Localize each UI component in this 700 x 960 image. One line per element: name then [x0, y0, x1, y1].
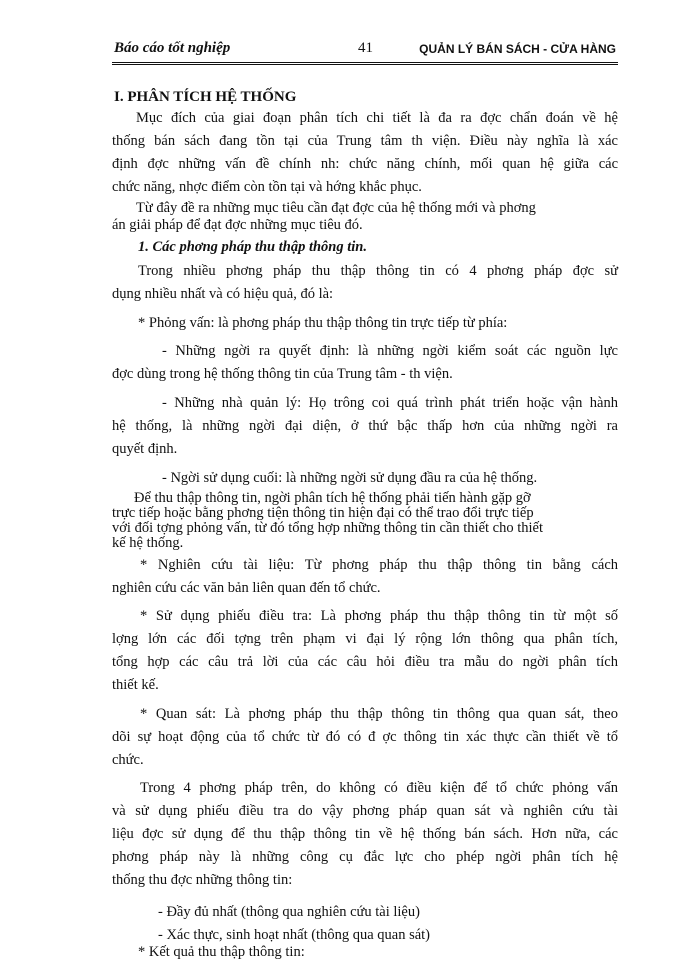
paragraph-line: tổng hợp các câu trả lời của các câu hỏi điều tra mẫu do ngời phân tích	[112, 654, 618, 670]
paragraph-line: thống bán sách đang tồn tại của Trung tâm th viện. Điều này nghĩa là xác	[112, 133, 618, 149]
paragraph-line: dụng nhiều nhất và có hiệu quả, đó là:	[112, 286, 334, 302]
paragraph-line: và sử dụng phiếu điều tra do vậy phơng pháp quan sát và nghiên cứu tài	[112, 803, 618, 819]
paragraph-line: chức.	[112, 752, 144, 768]
paragraph-line: thống thu đợc những thông tin:	[112, 872, 293, 888]
paragraph-line: với đối tợng phỏng vấn, từ đó tổng hợp những thông tin cần thiết cho thiết	[112, 520, 543, 536]
bullet-line: * Quan sát: Là phơng pháp thu thập thông tin thông qua quan sát, theo	[140, 706, 618, 722]
paragraph-line: - Ngời sử dụng cuối: là những ngời sử dụng đầu ra của hệ thống.	[162, 470, 538, 486]
paragraph-line: án giải pháp để đạt đợc những mục tiêu đó.	[112, 217, 363, 233]
paragraph-line: thiết kế.	[112, 677, 159, 693]
paragraph-line: chức năng, nhợc điểm còn tồn tại và hớng khắc phục.	[112, 179, 422, 195]
paragraph-line: dõi sự hoạt động của tổ chức từ đó có đ ợc thông tin xác thực cần thiết về tổ	[112, 729, 618, 745]
paragraph-line: trực tiếp hoặc bằng phơng tiện thông tin hiện đại có thể trao đổi trực tiếp	[112, 505, 534, 521]
paragraph-line: phơng pháp này là những công cụ đắc lực cho phép ngời phân tích hệ	[112, 849, 618, 865]
paragraph-line: hệ thống, là những ngời đại diện, ở thứ bậc thấp hơn của những ngời ra	[112, 418, 618, 434]
paragraph-line: - Những ngời ra quyết định: là những ngời kiểm soát các nguồn lực	[162, 343, 618, 359]
list-item: - Đầy đủ nhất (thông qua nghiên cứu tài liệu)	[158, 904, 420, 920]
paragraph-line: Để thu thập thông tin, ngời phân tích hệ thống phải tiến hành gặp gỡ	[134, 490, 531, 506]
paragraph-line: nghiên cứu các văn bản liên quan đến tổ chức.	[112, 580, 381, 596]
header-page-number: 41	[358, 40, 373, 56]
bullet-line: * Kết quả thu thập thông tin:	[138, 944, 305, 960]
paragraph-line: lợng lớn các đối tợng trên phạm vi đại lý rộng lớn thông qua phân tích,	[112, 631, 618, 647]
header-project-title: QUẢN LÝ BÁN SÁCH - CỬA HÀNG	[419, 42, 616, 56]
paragraph-line: liệu đợc sử dụng để thu thập thông tin về hệ thống bán sách. Hơn nữa, các	[112, 826, 618, 842]
paragraph-line: Từ đây đề ra những mục tiêu cần đạt đợc của hệ thống mới và phơng	[136, 200, 536, 216]
section-title: I. PHÂN TÍCH HỆ THỐNG	[114, 89, 297, 105]
subsection-title: 1. Các phơng pháp thu thập thông tin.	[138, 239, 367, 255]
paragraph-line: định đợc những vấn đề chính nh: chức năng chính, mối quan hệ giữa các	[112, 156, 618, 172]
page-header	[112, 36, 618, 65]
bullet-line: * Phỏng vấn: là phơng pháp thu thập thông tin trực tiếp từ phía:	[138, 315, 508, 331]
paragraph-line: - Những nhà quản lý: Họ trông coi quá trình phát triển hoặc vận hành	[162, 395, 618, 411]
bullet-line: * Nghiên cứu tài liệu: Từ phơng pháp thu thập thông tin bằng cách	[140, 557, 618, 573]
paragraph-line: Trong 4 phơng pháp trên, do không có điều kiện để tổ chức phỏng vấn	[140, 780, 618, 796]
header-report-label: Báo cáo tốt nghiệp	[114, 40, 231, 56]
paragraph-line: quyết định.	[112, 441, 178, 457]
bullet-line: * Sử dụng phiếu điều tra: Là phơng pháp thu thập thông tin từ một số	[140, 608, 618, 624]
paragraph-line: kế hệ thống.	[112, 535, 184, 551]
list-item: - Xác thực, sinh hoạt nhất (thông qua quan sát)	[158, 927, 431, 943]
paragraph-line: đợc dùng trong hệ thống thông tin của Trung tâm - th viện.	[112, 366, 453, 382]
paragraph-line: Trong nhiều phơng pháp thu thập thông tin có 4 phơng pháp đợc sử	[138, 263, 618, 279]
paragraph-line: Mục đích của giai đoạn phân tích chi tiết là đa ra đợc chẩn đoán về hệ	[136, 110, 618, 126]
